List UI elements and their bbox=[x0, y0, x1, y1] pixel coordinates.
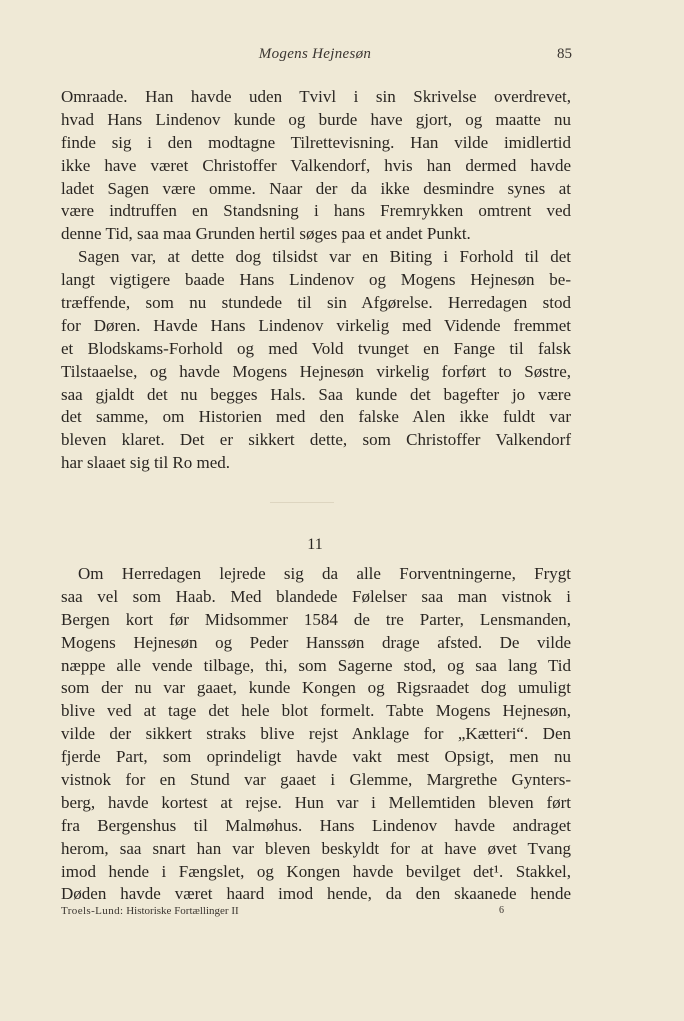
text-line: Bergen kort før Midsommer 1584 de tre Parter, Lensmanden, bbox=[61, 609, 571, 629]
section-divider bbox=[270, 502, 334, 503]
footer-credit bbox=[61, 905, 239, 917]
text-line: bleven klaret. Det er sikkert dette, som Christoffer Valkendorf bbox=[61, 430, 571, 450]
text-line: har slaaet sig til Ro med. bbox=[61, 453, 231, 473]
text-line: imod hende i Fængslet, og Kongen havde bevilget det¹. Stakkel, bbox=[61, 861, 571, 881]
text-line: for Døren. Havde Hans Lindenov virkelig med Vidende fremmet bbox=[61, 315, 571, 335]
text-line: være indtruffen en Standsning i hans Fremrykken omtrent ved bbox=[61, 201, 571, 221]
running-title: Mogens Hejnesøn bbox=[258, 46, 372, 62]
text-line: Døden havde været haard imod hende, da den skaanede hende bbox=[61, 884, 571, 904]
text-block-lower bbox=[61, 563, 571, 906]
paragraph bbox=[61, 86, 571, 246]
text-line: ikke have været Christoffer Valkendorf, hvis han dermed havde bbox=[61, 155, 571, 175]
text-line: finde sig i den modtagne Tilrettevisning. Han vilde imidlertid bbox=[61, 132, 571, 152]
signature-mark: 6 bbox=[499, 905, 504, 916]
text-line: vilde der sikkert straks blive rejst Anklage for „Kætteri“. Den bbox=[61, 724, 571, 744]
text-line: herom, saa snart han var bleven beskyldt for at have øvet Tvang bbox=[61, 838, 571, 858]
text-line: et Blodskams-Forhold og med Vold tvunget en Fange til falsk bbox=[61, 338, 571, 358]
text-line: hvad Hans Lindenov kunde og burde have gjort, og maatte nu bbox=[61, 109, 571, 129]
text-line: Sagen var, at dette dog tilsidst var en Biting i Forhold til det bbox=[78, 247, 571, 267]
text-line: Mogens Hejnesøn og Peder Hanssøn drage afsted. De vilde bbox=[61, 632, 571, 652]
text-line: saa vel som Haab. Med blandede Følelser saa man vistnok i bbox=[61, 586, 571, 606]
text-line: Omraade. Han havde uden Tvivl i sin Skrivelse overdrevet, bbox=[61, 87, 571, 106]
text-line: saa gjaldt det nu begges Hals. Saa kunde det bagefter jo være bbox=[61, 384, 571, 404]
page-number: 85 bbox=[557, 46, 572, 62]
running-head bbox=[0, 46, 684, 70]
text-line: Tilstaaelse, og havde Mogens Hejnesøn virkelig forført to Søstre, bbox=[61, 361, 571, 381]
text-line: fra Bergenshus til Malmøhus. Hans Lindenov havde andraget bbox=[61, 815, 571, 835]
text-line: som der nu var gaaet, kunde Kongen og Rigsraadet dog umuligt bbox=[61, 678, 571, 698]
text-line: næppe alle vende tilbage, thi, som Sagerne stod, og saa lang Tid bbox=[61, 655, 571, 675]
text-line: langt vigtigere baade Hans Lindenov og Mogens Hejnesøn be- bbox=[61, 270, 571, 290]
text-line: Om Herredagen lejrede sig da alle Forventningerne, Frygt bbox=[78, 564, 571, 583]
footer-author: Troels-Lund: bbox=[61, 905, 124, 917]
paragraph bbox=[61, 563, 571, 906]
footer-work-title: Historiske Fortællinger II bbox=[126, 905, 239, 917]
page-footer bbox=[61, 905, 571, 921]
text-line: det samme, om Historien med den falske Alen ikke fuldt var bbox=[61, 407, 571, 427]
text-line: fjerde Part, som oprindeligt havde vakt mest Opsigt, men nu bbox=[61, 747, 571, 767]
text-line: ladet Sagen være omme. Naar der da ikke desmindre synes at bbox=[61, 178, 571, 198]
paragraph bbox=[61, 246, 571, 475]
text-line: berg, havde kortest at rejse. Hun var i Mellemtiden bleven ført bbox=[61, 792, 571, 812]
text-line: denne Tid, saa maa Grunden hertil søges paa et andet Punkt. bbox=[61, 224, 471, 244]
text-line: vistnok for en Stund var gaaet i Glemme, Margrethe Gynters- bbox=[61, 770, 571, 790]
text-line: træffende, som nu stundede til sin Afgørelse. Herredagen stod bbox=[61, 293, 571, 313]
text-block-upper bbox=[61, 86, 571, 475]
section-number: 11 bbox=[307, 536, 323, 553]
text-line: blive ved at tage det hele blot formelt. Tabte Mogens Hejnesøn, bbox=[61, 701, 571, 721]
